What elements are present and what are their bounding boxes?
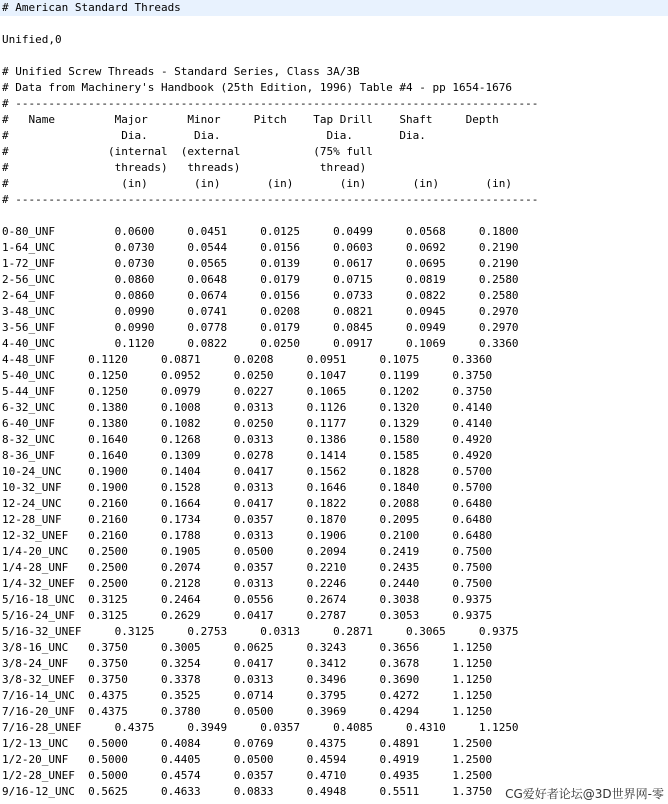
text-line[interactable]: 8-36_UNF 0.1640 0.1309 0.0278 0.1414 0.1585 0.4920 [2, 449, 493, 462]
text-line[interactable]: 7/16-14_UNC 0.4375 0.3525 0.0714 0.3795 0.4272 1.1250 [2, 689, 493, 702]
text-line[interactable]: 10-24_UNC 0.1900 0.1404 0.0417 0.1562 0.1828 0.5700 [2, 465, 493, 478]
text-line[interactable]: 1/4-32_UNEF 0.2500 0.2128 0.0313 0.2246 0.2440 0.7500 [2, 577, 493, 590]
text-line[interactable]: # ------------------------------------------------------------------------------- [2, 97, 539, 110]
text-line[interactable]: 5-44_UNF 0.1250 0.0979 0.0227 0.1065 0.1202 0.3750 [2, 385, 493, 398]
text-line[interactable]: # (internal (external (75% full [2, 145, 373, 158]
text-line[interactable]: 9/16-12_UNC 0.5625 0.4633 0.0833 0.4948 0.5511 1.3750 [2, 785, 493, 798]
text-line[interactable]: # threads) threads) thread) [2, 161, 367, 174]
text-line[interactable] [2, 208, 662, 224]
text-line[interactable]: 12-24_UNC 0.2160 0.1664 0.0417 0.1822 0.2088 0.6480 [2, 497, 493, 510]
text-line[interactable]: 12-28_UNF 0.2160 0.1734 0.0357 0.1870 0.2095 0.6480 [2, 513, 493, 526]
text-line[interactable]: 1-72_UNF 0.0730 0.0565 0.0139 0.0617 0.0695 0.2190 [2, 257, 519, 270]
text-line[interactable]: 7/16-20_UNF 0.4375 0.3780 0.0500 0.3969 0.4294 1.1250 [2, 705, 493, 718]
text-line[interactable]: 1/4-28_UNF 0.2500 0.2074 0.0357 0.2210 0.2435 0.7500 [2, 561, 493, 574]
text-line[interactable]: 6-40_UNF 0.1380 0.1082 0.0250 0.1177 0.1329 0.4140 [2, 417, 493, 430]
text-line[interactable]: 3-48_UNC 0.0990 0.0741 0.0208 0.0821 0.0945 0.2970 [2, 305, 519, 318]
text-line[interactable]: 7/16-28_UNEF 0.4375 0.3949 0.0357 0.4085 0.4310 1.1250 [2, 721, 519, 734]
text-line[interactable]: 10-32_UNF 0.1900 0.1528 0.0313 0.1646 0.1840 0.5700 [2, 481, 493, 494]
text-line[interactable]: 2-64_UNF 0.0860 0.0674 0.0156 0.0733 0.0822 0.2580 [2, 289, 519, 302]
text-line[interactable]: 12-32_UNEF 0.2160 0.1788 0.0313 0.1906 0.2100 0.6480 [2, 529, 493, 542]
text-line[interactable]: 5-40_UNC 0.1250 0.0952 0.0250 0.1047 0.1199 0.3750 [2, 369, 493, 382]
text-line[interactable]: 4-48_UNF 0.1120 0.0871 0.0208 0.0951 0.1075 0.3360 [2, 353, 493, 366]
text-line[interactable]: 6-32_UNC 0.1380 0.1008 0.0313 0.1126 0.1320 0.4140 [2, 401, 493, 414]
text-line[interactable]: 2-56_UNC 0.0860 0.0648 0.0179 0.0715 0.0819 0.2580 [2, 273, 519, 286]
text-line[interactable]: 1/2-28_UNEF 0.5000 0.4574 0.0357 0.4710 0.4935 1.2500 [2, 769, 493, 782]
text-line[interactable]: 1-64_UNC 0.0730 0.0544 0.0156 0.0603 0.0692 0.2190 [2, 241, 519, 254]
text-line[interactable]: # Data from Machinery's Handbook (25th Edition, 1996) Table #4 - pp 1654-1676 [2, 81, 512, 94]
text-line[interactable]: 4-40_UNC 0.1120 0.0822 0.0250 0.0917 0.1069 0.3360 [2, 337, 519, 350]
text-line[interactable]: 0-80_UNF 0.0600 0.0451 0.0125 0.0499 0.0568 0.1800 [2, 225, 519, 238]
watermark: CG爱好者论坛@3D世界网-零 [505, 787, 664, 801]
text-line[interactable] [2, 16, 662, 32]
text-line[interactable] [2, 48, 662, 64]
text-line[interactable]: 3/8-24_UNF 0.3750 0.3254 0.0417 0.3412 0.3678 1.1250 [2, 657, 493, 670]
current-line[interactable]: # American Standard Threads [0, 0, 668, 16]
text-line[interactable]: # ------------------------------------------------------------------------------- [2, 193, 539, 206]
text-line[interactable]: # (in) (in) (in) (in) (in) (in) [2, 177, 512, 190]
text-line[interactable]: 8-32_UNC 0.1640 0.1268 0.0313 0.1386 0.1580 0.4920 [2, 433, 493, 446]
text-line[interactable]: # Dia. Dia. Dia. Dia. [2, 129, 426, 142]
text-line[interactable]: 5/16-18_UNC 0.3125 0.2464 0.0556 0.2674 0.3038 0.9375 [2, 593, 493, 606]
text-line[interactable]: 1/2-20_UNF 0.5000 0.4405 0.0500 0.4594 0.4919 1.2500 [2, 753, 493, 766]
text-line[interactable]: 3/8-16_UNC 0.3750 0.3005 0.0625 0.3243 0.3656 1.1250 [2, 641, 493, 654]
text-line[interactable]: 1/4-20_UNC 0.2500 0.1905 0.0500 0.2094 0.2419 0.7500 [2, 545, 493, 558]
text-line[interactable]: 5/16-24_UNF 0.3125 0.2629 0.0417 0.2787 0.3053 0.9375 [2, 609, 493, 622]
text-line[interactable]: 3/8-32_UNEF 0.3750 0.3378 0.0313 0.3496 0.3690 1.1250 [2, 673, 493, 686]
text-line[interactable]: # Name Major Minor Pitch Tap Drill Shaft Depth [2, 113, 499, 126]
text-line[interactable]: Unified,0 [2, 33, 62, 46]
text-line[interactable]: 1/2-13_UNC 0.5000 0.4084 0.0769 0.4375 0.4891 1.2500 [2, 737, 493, 750]
text-line[interactable]: 5/16-32_UNEF 0.3125 0.2753 0.0313 0.2871 0.3065 0.9375 [2, 625, 519, 638]
text-line[interactable]: 3-56_UNF 0.0990 0.0778 0.0179 0.0845 0.0949 0.2970 [2, 321, 519, 334]
text-line[interactable]: # Unified Screw Threads - Standard Series, Class 3A/3B [2, 65, 360, 78]
